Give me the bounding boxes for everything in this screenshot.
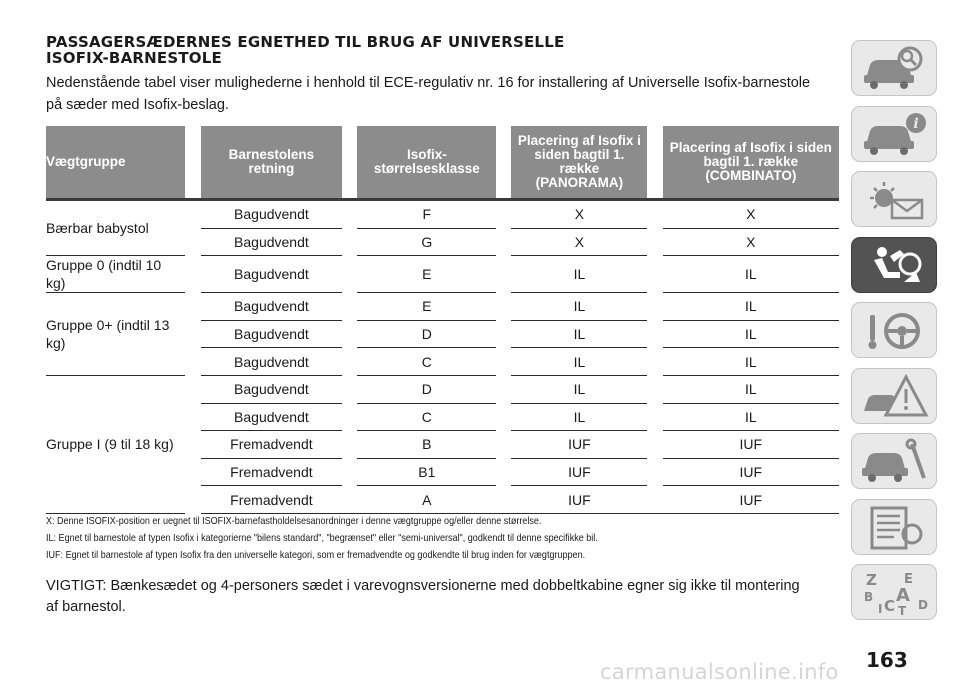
steering-icon [860,307,930,353]
tab-car-info[interactable] [851,40,937,96]
tab-warning-lights[interactable] [851,171,937,227]
car-alert-icon [860,111,930,157]
svg-text:i: i [913,115,919,132]
page-number: 163 [866,648,908,672]
svg-text:T: T [898,604,907,615]
svg-text:B: B [864,590,874,604]
header-size-class: Isofix- størrelsesklasse [357,126,496,201]
table-row: Gruppe I (9 til 18 kg) Bagudvendt D IL IL [46,376,839,404]
tab-seat-safety[interactable] [851,237,937,293]
svg-text:E: E [904,572,913,587]
svg-text:Z: Z [866,571,877,589]
svg-text:I: I [878,602,883,615]
tab-index[interactable] [851,564,937,620]
svg-text:A: A [896,585,910,606]
heading-line-1: PASSAGERSÆDERNES EGNETHED TIL BRUG AF UNIVERSELLE [46,33,565,51]
footnote-il: IL: Egnet til barnestole af typen Isofix i kategorierne "bilens standard", "begrænset" eller "semi-universal", godkendt til denne specifikke bil. [46,532,598,544]
emergency-icon [860,373,930,419]
table-row: Bærbar babystol Bagudvendt F X X [46,201,839,229]
group-cell: Gruppe I (9 til 18 kg) [46,376,185,514]
group-cell: Gruppe 0 (indtil 10 kg) [46,256,185,293]
important-note: VIGTIGT: Bænkesædet og 4-personers sædet i varevognsversionerne med dobbeltkabine egner sig ikke til montering af barnestol. [46,578,800,615]
header-combinato: Placering af Isofix i siden bagtil 1. række (COMBINATO) [663,126,839,201]
car-info-icon [860,45,930,91]
isofix-table [46,126,839,514]
chapter-sidebar [851,40,939,630]
table-row: Bagudvendt C IL IL [46,404,839,432]
table-row: Bagudvendt D IL IL [46,321,839,349]
table-row: Bagudvendt G X X [46,229,839,257]
table-row: Gruppe 0+ (indtil 13 kg) Bagudvendt E IL IL [46,293,839,321]
watermark: carmanualsonline.info [600,660,839,684]
group-cell: Gruppe 0+ (indtil 13 kg) [46,293,185,376]
table-row: Fremadvendt B1 IUF IUF [46,459,839,487]
table-footnotes [46,513,734,564]
table-row: Gruppe 0 (indtil 10 kg) Bagudvendt E IL IL [46,256,839,293]
table-header-row [46,126,839,201]
tab-car-alert[interactable] [851,106,937,162]
header-panorama: Placering af Isofix i siden bagtil 1. række (PANORAMA) [511,126,647,201]
index-icon [860,569,930,615]
tab-steering[interactable] [851,302,937,358]
specs-icon [860,504,930,550]
table-row: Fremadvendt A IUF IUF [46,486,839,514]
service-icon [860,438,930,484]
group-cell: Bærbar babystol [46,201,185,256]
warning-lights-icon [860,176,930,222]
seat-safety-icon [860,242,930,288]
svg-text:C: C [884,597,896,615]
section-heading [46,34,806,66]
intro-paragraph: Nedenstående tabel viser mulighederne i henhold til ECE-regulativ nr. 16 for installering af Universelle Isofix-barnestole på sæder med Isofix-beslag. [46,75,811,113]
svg-text:D: D [918,598,928,612]
tab-service[interactable] [851,433,937,489]
tab-specs[interactable] [851,499,937,555]
footnote-x: X: Denne ISOFIX-position er uegnet til ISOFIX-barnefastholdelsesanordninger i denne vægtgruppe og/eller denne størrelse. [46,515,542,527]
table-row: Fremadvendt B IUF IUF [46,431,839,459]
header-weight-group: Vægtgruppe [46,126,185,201]
table-row: Bagudvendt C IL IL [46,348,839,376]
header-direction: Barnestolens retning [201,126,343,201]
heading-line-2: ISOFIX-BARNESTOLE [46,49,222,67]
tab-emergency[interactable] [851,368,937,424]
footnote-iuf: IUF: Egnet til barnestole af typen Isofix fra den universelle kategori, som er fremadvendte og godkendte til brug inden for vægtgruppen. [46,549,586,561]
